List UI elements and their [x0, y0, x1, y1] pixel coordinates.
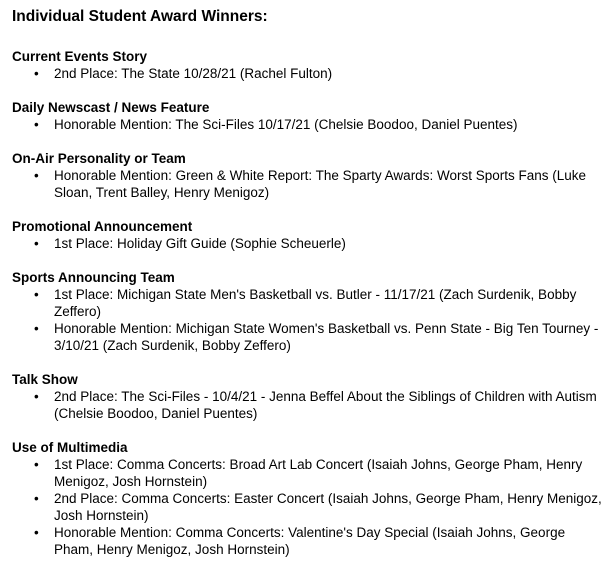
bullet-icon: •	[34, 236, 39, 251]
award-item	[12, 320, 604, 354]
award-section	[12, 269, 604, 354]
bullet-icon: •	[34, 168, 39, 183]
bullet-icon: •	[34, 491, 39, 506]
bullet-icon: •	[34, 66, 39, 81]
award-list	[12, 456, 604, 558]
bullet-icon: •	[34, 525, 39, 540]
bullet-icon: •	[34, 117, 39, 132]
award-text: 2nd Place: Comma Concerts: Easter Concert (Isaiah Johns, George Pham, Henry Menigoz, Josh Hornstein)	[54, 491, 602, 523]
award-list	[12, 286, 604, 354]
award-item	[12, 456, 604, 490]
award-item	[12, 235, 604, 252]
award-item	[12, 286, 604, 320]
bullet-icon: •	[34, 287, 39, 302]
section-heading: Sports Announcing Team	[12, 270, 175, 285]
award-item	[12, 116, 604, 133]
award-text: Honorable Mention: Green & White Report: The Sparty Awards: Worst Sports Fans (Luke Sloan, Trent Balley, Henry Menigoz)	[54, 168, 586, 200]
section-heading: Daily Newscast / News Feature	[12, 100, 210, 115]
award-text: Honorable Mention: Michigan State Women's Basketball vs. Penn State - Big Ten Tourney - 3/10/21 (Zach Surdenik, Bobby Zeffero)	[54, 321, 599, 353]
award-list	[12, 65, 604, 82]
section-heading: Current Events Story	[12, 49, 148, 64]
award-section	[12, 439, 604, 558]
award-list	[12, 167, 604, 201]
award-text: 2nd Place: The State 10/28/21 (Rachel Fulton)	[54, 66, 333, 81]
award-item	[12, 167, 604, 201]
award-text: 1st Place: Michigan State Men's Basketball vs. Butler - 11/17/21 (Zach Surdenik, Bobby Zeffero)	[54, 287, 577, 319]
award-section	[12, 150, 604, 201]
award-list	[12, 116, 604, 133]
bullet-icon: •	[34, 457, 39, 472]
award-text: Honorable Mention: The Sci-Files 10/17/21 (Chelsie Boodoo, Daniel Puentes)	[54, 117, 518, 132]
section-heading: Use of Multimedia	[12, 440, 128, 455]
award-section	[12, 48, 604, 82]
award-item	[12, 490, 604, 524]
award-text: Honorable Mention: Comma Concerts: Valentine's Day Special (Isaiah Johns, George Pham, Henry Menigoz, Josh Hornstein)	[54, 525, 566, 557]
bullet-icon: •	[34, 321, 39, 336]
award-item	[12, 65, 604, 82]
section-heading: On-Air Personality or Team	[12, 151, 186, 166]
award-list	[12, 235, 604, 252]
document-title: Individual Student Award Winners:	[12, 8, 268, 25]
award-section	[12, 99, 604, 133]
award-list	[12, 388, 604, 422]
award-text: 2nd Place: The Sci-Files - 10/4/21 - Jenna Beffel About the Siblings of Children with Autism (Chelsie Boodoo, Daniel Puentes)	[54, 389, 597, 421]
award-section	[12, 371, 604, 422]
award-item	[12, 524, 604, 558]
award-text: 1st Place: Comma Concerts: Broad Art Lab Concert (Isaiah Johns, George Pham, Henry Menigoz, Josh Hornstein)	[54, 457, 583, 489]
award-item	[12, 388, 604, 422]
section-heading: Promotional Announcement	[12, 219, 193, 234]
bullet-icon: •	[34, 389, 39, 404]
section-heading: Talk Show	[12, 372, 78, 387]
award-text: 1st Place: Holiday Gift Guide (Sophie Scheuerle)	[54, 236, 346, 251]
award-section	[12, 218, 604, 252]
